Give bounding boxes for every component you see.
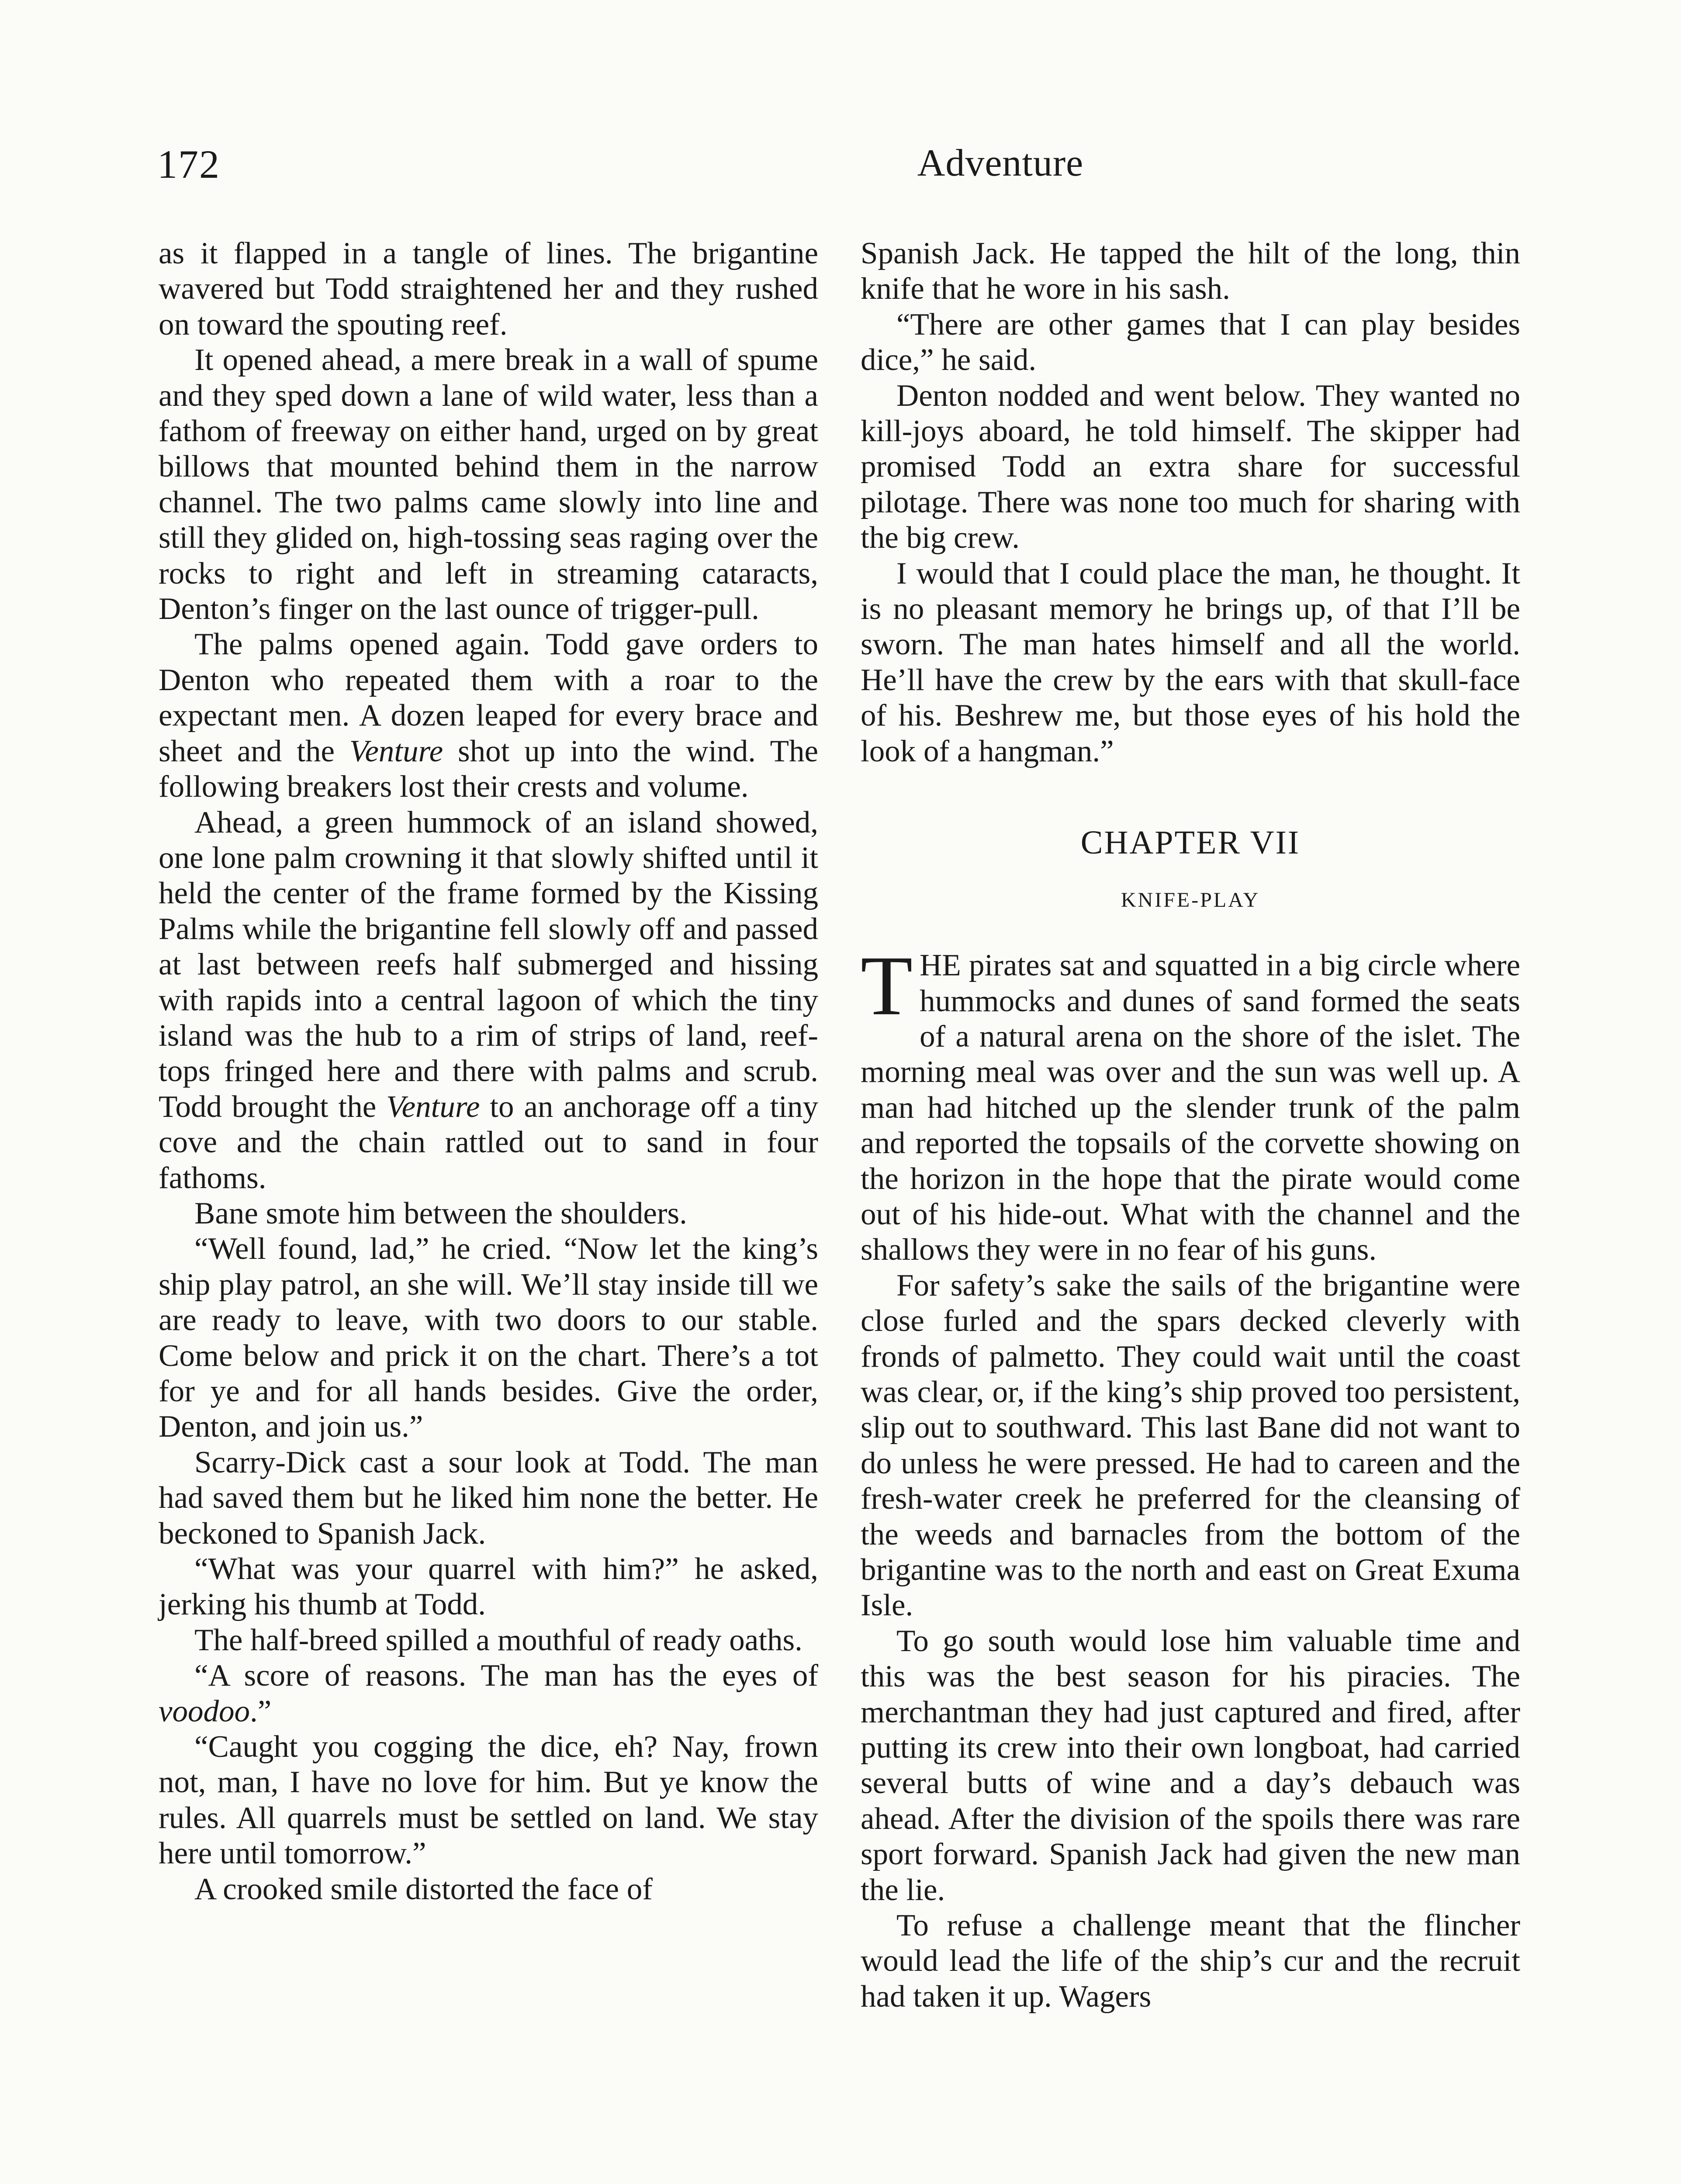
chapter-first-paragraph bbox=[861, 939, 1520, 1268]
left-paragraph-4-end: to an anchorage off a tiny cove and the chain rattled out to sand in four fathoms. bbox=[159, 1089, 819, 1195]
chapter-title: CHAPTER VII bbox=[1080, 824, 1301, 861]
ship-name-venture: Venture bbox=[386, 1089, 480, 1124]
page-number: 172 bbox=[157, 142, 220, 187]
left-column bbox=[159, 236, 818, 1907]
right-paragraph-2: “There are other games that I can play besides dice,” he said. bbox=[861, 307, 1520, 377]
chapter-subtitle: KNIFE-PLAY bbox=[1121, 888, 1260, 912]
left-paragraph-2: It opened ahead, a mere break in a wall of spume and they sped down a lane of wild water, less than a fathom of freeway on either hand, urged on by great billows that mounted behind them in the narrow channel. The two palms came slowly into line and still they glided on, high-tossing seas raging over the rocks to right and left in streaming cataracts, Denton’s finger on the last ounce of trigger-pull. bbox=[159, 343, 818, 626]
left-paragraph-12: A crooked smile distorted the face of bbox=[194, 1872, 653, 1906]
chapter-first-paragraph-text: HE pirates sat and squatted in a big circle where hummocks and dunes of sand formed the seats of a natural arena on the shore of the islet. The morning meal was over and the sun was well up. A man had hitched up the slender trunk of the palm and reported the topsails of the corvette showing on the horizon in the hope that the pirate would come out of his hide-out. What with the channel and the shallows they were in no fear of his guns. bbox=[861, 948, 1520, 1267]
left-paragraph-10 bbox=[159, 1658, 818, 1729]
left-paragraph-11: “Caught you cogging the dice, eh? Nay, frown not, man, I have no love for him. But ye know the rules. All quarrels must be settled on land. We stay here until tomorrow.” bbox=[159, 1730, 818, 1871]
left-paragraph-3-end: shot up into the wind. The following breakers lost their crests and volume. bbox=[159, 734, 818, 804]
left-paragraph-5: Bane smote him between the shoulders. bbox=[194, 1196, 687, 1230]
right-paragraph-5: For safety’s sake the sails of the brigantine were close furled and the spars decked cleverly with fronds of palmetto. They could wait until the coast was clear, or, if the king’s ship proved too persistent, slip out to southward. This last Bane did not want to do unless he were pressed. He had to careen and the fresh-water creek he preferred for the cleansing of the weeds and barnacles from the bottom of the brigantine was to the north and east on Great Exuma Isle. bbox=[861, 1268, 1520, 1623]
right-paragraph-6: To go south would lose him valuable time and this was the best season for his piracies. The merchantman they had just captured and fired, after putting its crew into their own longboat, had carried several butts of wine and a day’s debauch was ahead. After the division of the spoils there was rare sport forward. Spanish Jack had given the new man the lie. bbox=[861, 1624, 1520, 1907]
running-title: Adventure bbox=[917, 142, 1084, 184]
right-paragraph-1: Spanish Jack. He tapped the hilt of the long, thin knife that he wore in his sash. bbox=[861, 236, 1520, 306]
drop-cap: T bbox=[861, 939, 913, 1033]
ship-name-venture: Venture bbox=[349, 734, 443, 768]
left-paragraph-3 bbox=[159, 627, 818, 805]
page-header bbox=[157, 144, 1525, 205]
left-paragraph-4 bbox=[159, 805, 818, 1196]
left-paragraph-10-start: “A score of reasons. The man has the eyes of bbox=[194, 1659, 818, 1693]
left-paragraph-1: as it flapped in a tangle of lines. The brigantine wavered but Todd straightened her and they rushed on toward the spouting reef. bbox=[159, 236, 818, 342]
left-paragraph-3-start: The palms opened again. Todd gave orders to Denton who repeated them with a roar to the expectant men. A dozen leaped for every brace and sheet and the bbox=[159, 627, 818, 768]
left-paragraph-8: “What was your quarrel with him?” he asked, jerking his thumb at Todd. bbox=[159, 1552, 818, 1622]
voodoo-word: voodoo bbox=[159, 1694, 250, 1728]
right-column bbox=[861, 236, 1520, 2015]
left-paragraph-10-end: .” bbox=[250, 1694, 272, 1728]
left-paragraph-6: “Well found, lad,” he cried. “Now let the king’s ship play patrol, an she will. We’ll stay inside till we are ready to leave, with two doors to our stable. Come below and prick it on the chart. There’s a tot for ye and for all hands besides. Give the order, Denton, and join us.” bbox=[159, 1232, 818, 1444]
left-paragraph-7: Scarry-Dick cast a sour look at Todd. The man had saved them but he liked him none the better. He beckoned to Spanish Jack. bbox=[159, 1445, 818, 1551]
right-paragraph-7: To refuse a challenge meant that the flincher would lead the life of the ship’s cur and the recruit had taken it up. Wagers bbox=[861, 1908, 1520, 2014]
right-paragraph-3: Denton nodded and went below. They wanted no kill-joys aboard, he told himself. The skipper had promised Todd an extra share for successful pilotage. There was none too much for sharing with the big crew. bbox=[861, 378, 1520, 555]
left-paragraph-9: The half-breed spilled a mouthful of ready oaths. bbox=[194, 1623, 802, 1657]
left-paragraph-4-start: Ahead, a green hummock of an island showed, one lone palm crowning it that slowly shifted until it held the center of the frame formed by the Kissing Palms while the brigantine fell slowly off and passed at last between reefs half submerged and hissing with rapids into a central lagoon of which the tiny island was the hub to a rim of strips of land, reef-tops fringed here and there with palms and scrub. Todd brought the bbox=[159, 805, 818, 1124]
right-paragraph-4: I would that I could place the man, he thought. It is no pleasant memory he brings up, of that I’ll be sworn. The man hates himself and all the world. He’ll have the crew by the ears with that skull-face of his. Beshrew me, but those eyes of his hold the look of a hangman.” bbox=[861, 556, 1520, 768]
